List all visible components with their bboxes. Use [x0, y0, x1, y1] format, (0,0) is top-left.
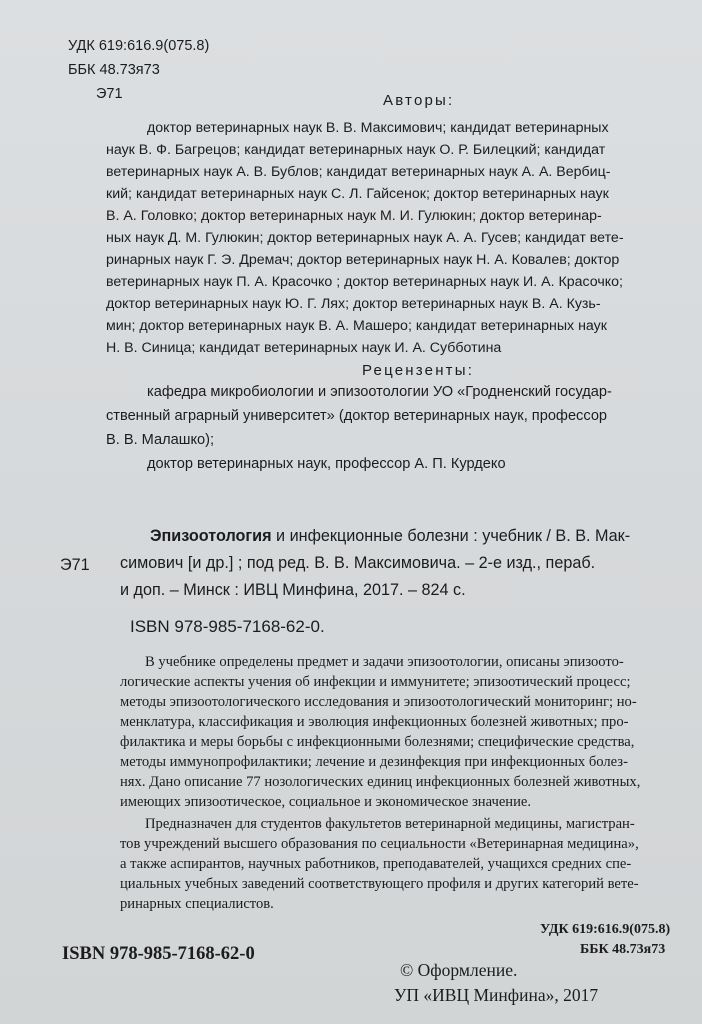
authors-heading: Авторы:: [383, 92, 455, 109]
reviewers-heading: Рецензенты:: [362, 362, 475, 379]
authors-line: ринарных наук Г. Э. Дремач; доктор ветеринарных наук Н. А. Ковалев; доктор: [106, 252, 620, 268]
abstract-line: Предназначен для студентов факультетов ветеринарной медицины, магистран-: [145, 816, 635, 832]
copyright-notice: © Оформление.: [400, 960, 518, 980]
authors-line: ветеринарных наук П. А. Красочко ; доктор ветеринарных наук И. А. Красочко;: [106, 274, 623, 290]
abstract-line: менклатура, классификация и эволюция инфекционных болезней животных; про-: [120, 714, 629, 730]
abstract-line: имеющих эпизоотическое, социальное и экономическое значение.: [120, 794, 532, 810]
abstract-line: нях. Дано описание 77 нозологических единиц инфекционных болезней животных,: [120, 774, 641, 790]
authors-line: доктор ветеринарных наук Ю. Г. Лях; доктор ветеринарных наук В. А. Кузь-: [106, 296, 601, 312]
author-mark-code: Э71: [96, 86, 123, 102]
authors-line: ных наук Д. М. Гулюкин; доктор ветеринарных наук А. А. Гусев; кандидат вете-: [106, 230, 624, 246]
record-line-2: симович [и др.] ; под ред. В. В. Максимовича. – 2-е изд., пераб.: [120, 554, 596, 572]
record-line-1-rest: и инфекционные болезни : учебник / В. В. Мак-: [271, 527, 631, 545]
footer-isbn: ISBN 978-985-7168-62-0: [62, 944, 255, 964]
abstract-line: методы иммунопрофилактики; лечение и дезинфекция при инфекционных болез-: [120, 754, 628, 770]
record-line-1: [150, 527, 630, 546]
record-isbn: ISBN 978-985-7168-62-0.: [130, 617, 325, 636]
authors-line: Н. В. Синица; кандидат ветеринарных наук И. А. Субботина: [106, 340, 502, 356]
udk-code: УДК 619:616.9(075.8): [68, 38, 210, 54]
abstract-line: циальных учебных заведений соответствующего профиля и других категорий вете-: [120, 876, 639, 892]
record-line-3: и доп. – Минск : ИВЦ Минфина, 2017. – 824 с.: [120, 581, 466, 599]
reviewers-line: доктор ветеринарных наук, профессор А. П. Курдеко: [147, 456, 506, 472]
reviewers-line: ственный аграрный университет» (доктор ветеринарных наук, профессор: [106, 408, 608, 424]
record-author-mark: Э71: [60, 556, 90, 574]
footer-bbk: ББК 48.73я73: [580, 942, 666, 957]
reviewers-line: кафедра микробиологии и эпизоотологии УО «Гродненский государ-: [147, 384, 612, 400]
reviewers-line: В. В. Малашко);: [106, 432, 215, 448]
bbk-code: ББК 48.73я73: [68, 62, 160, 78]
authors-line: ветеринарных наук А. В. Бублов; кандидат ветеринарных наук А. А. Вербиц-: [106, 164, 611, 180]
abstract-line: ринарных специалистов.: [120, 896, 274, 912]
abstract-line: В учебнике определены предмет и задачи эпизоотологии, описаны эпизоото-: [145, 654, 624, 670]
abstract-line: тов учреждений высшего образования по сециальности «Ветеринарная медицина»,: [120, 836, 639, 852]
authors-line: кий; кандидат ветеринарных наук С. Л. Гайсенок; доктор ветеринарных наук: [106, 186, 609, 202]
publisher-line: УП «ИВЦ Минфина», 2017: [394, 985, 599, 1005]
abstract-line: логические аспекты учения об инфекции и иммунитете; эпизоотический процесс;: [120, 674, 631, 690]
authors-line: мин; доктор ветеринарных наук В. А. Машеро; кандидат ветеринарных наук: [106, 318, 607, 334]
authors-line: В. А. Головко; доктор ветеринарных наук М. И. Гулюкин; доктор ветеринар-: [106, 208, 602, 224]
authors-line: доктор ветеринарных наук В. В. Максимович; кандидат ветеринарных: [147, 120, 609, 136]
abstract-line: а также аспирантов, научных работников, преподавателей, учащихся средних спе-: [120, 856, 632, 872]
authors-line: наук В. Ф. Багрецов; кандидат ветеринарных наук О. Р. Билецкий; кандидат: [106, 142, 606, 158]
footer-udk: УДК 619:616.9(075.8): [540, 922, 671, 937]
record-title: Эпизоотология: [150, 527, 272, 545]
abstract-line: методы эпизоотологического исследования и эпизоотологический мониторинг; но-: [120, 694, 637, 710]
abstract-line: филактика и меры борьбы с инфекционными болезнями; специфические средства,: [120, 734, 635, 750]
